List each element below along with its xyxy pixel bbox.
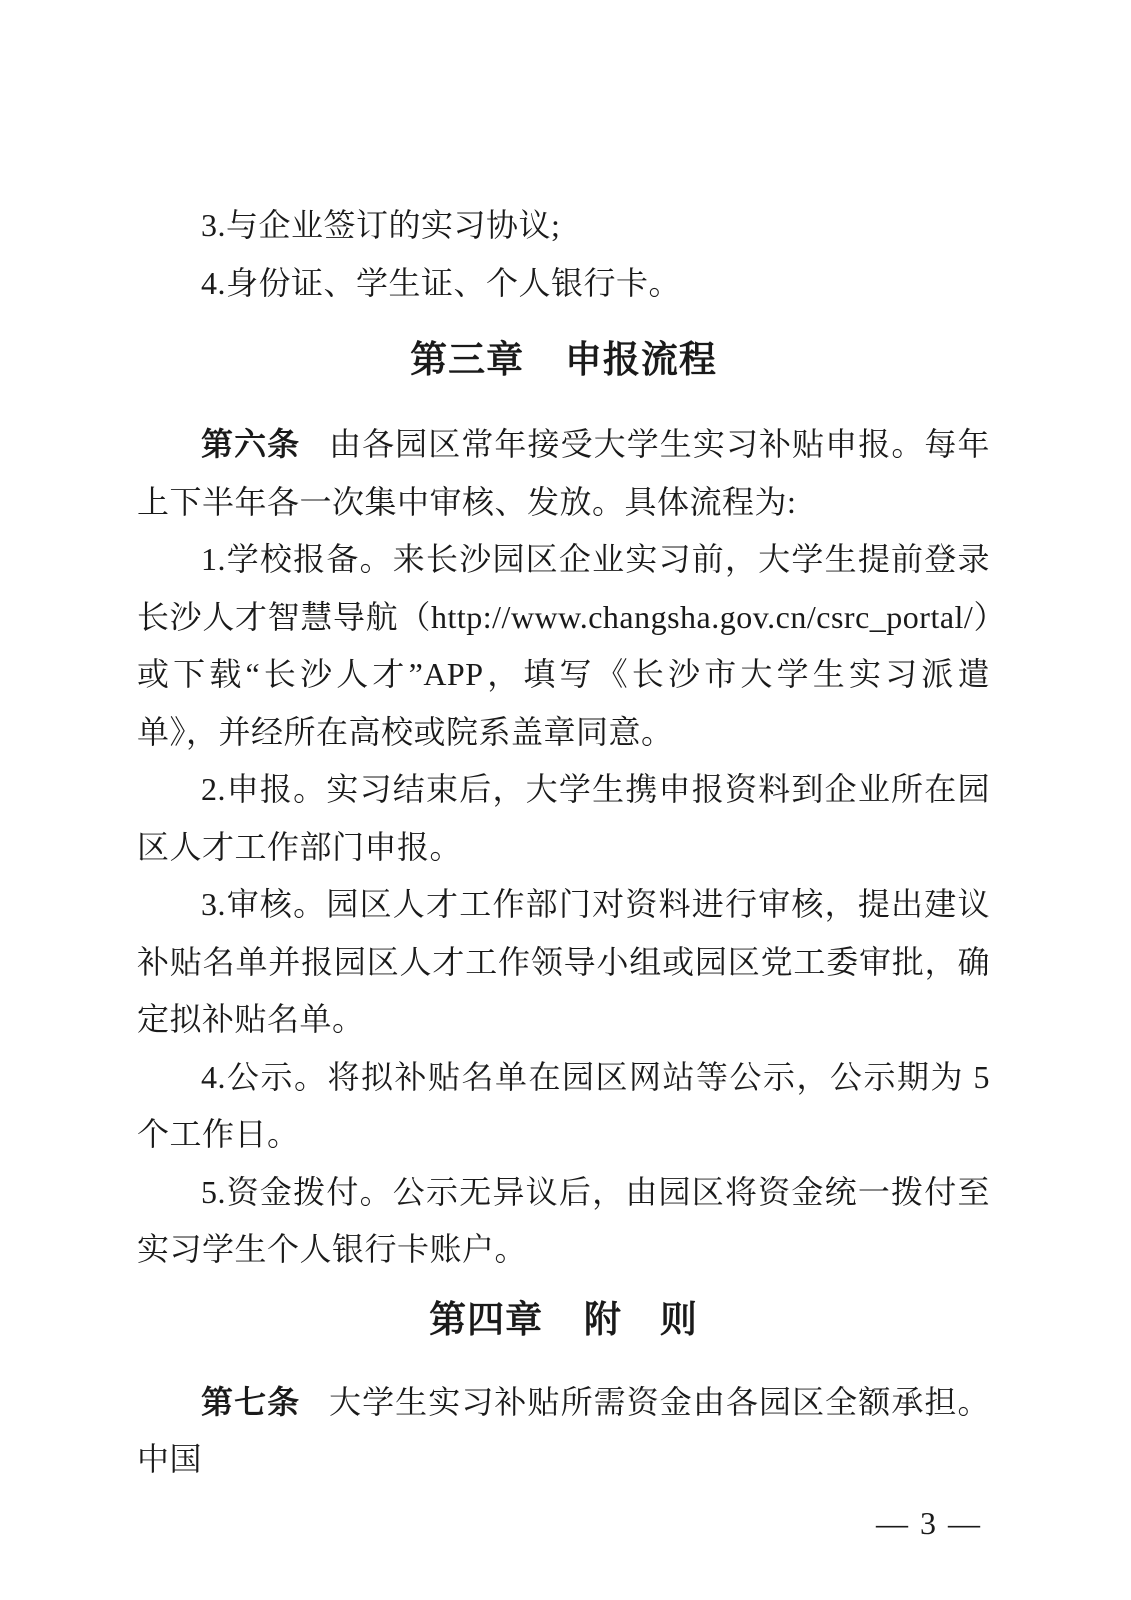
step-3-paragraph xyxy=(137,876,990,1049)
step-4-paragraph xyxy=(137,1049,990,1164)
article-7-paragraph xyxy=(137,1374,990,1489)
list-item-3-text: 3.与企业签订的实习协议; xyxy=(201,207,561,243)
chapter-3-heading xyxy=(137,331,990,389)
chapter-3-label: 第三章 xyxy=(410,338,525,381)
step-1-paragraph xyxy=(137,531,990,761)
article-6-paragraph xyxy=(137,416,990,531)
list-item-4 xyxy=(137,255,990,313)
step-2-paragraph xyxy=(137,761,990,876)
step-4-text: 4.公示。将拟补贴名单在园区网站等公示，公示期为 5 个工作日。 xyxy=(137,1058,990,1152)
chapter-3-title: 申报流程 xyxy=(564,338,717,381)
article-7-text: 大学生实习补贴所需资金由各园区全额承担。中国 xyxy=(137,1383,990,1477)
step-3-text: 3.审核。园区人才工作部门对资料进行审核，提出建议补贴名单并报园区人才工作领导小组或园区党工委审批，确定拟补贴名单。 xyxy=(137,886,990,1037)
article-6-term: 第六条 xyxy=(201,425,301,463)
chapter-4-title: 附 则 xyxy=(583,1297,698,1341)
step-5-text: 5.资金拨付。公示无异议后，由园区将资金统一拨付至实习学生个人银行卡账户。 xyxy=(137,1173,990,1267)
list-item-3 xyxy=(137,197,990,255)
article-7-term: 第七条 xyxy=(201,1382,301,1421)
list-item-4-text: 4.身份证、学生证、个人银行卡。 xyxy=(201,264,682,301)
step-1-text: 1.学校报备。来长沙园区企业实习前，大学生提前登录长沙人才智慧导航（http://www.changsha.gov.cn/csrc_portal/）或下载“长沙人才”APP，填写《长沙市大学生实习派遣单》，并经所在高校或院系盖章同意。 xyxy=(137,541,990,750)
chapter-4-label: 第四章 xyxy=(429,1297,544,1341)
chapter-4-heading xyxy=(137,1291,990,1349)
step-5-paragraph xyxy=(137,1164,990,1279)
article-6-text: 由各园区常年接受大学生实习补贴申报。每年上下半年各一次集中审核、发放。具体流程为: xyxy=(137,426,990,520)
page-number: — 3 — xyxy=(876,1504,982,1541)
step-2-text: 2.申报。实习结束后，大学生携申报资料到企业所在园区人才工作部门申报。 xyxy=(137,771,990,865)
